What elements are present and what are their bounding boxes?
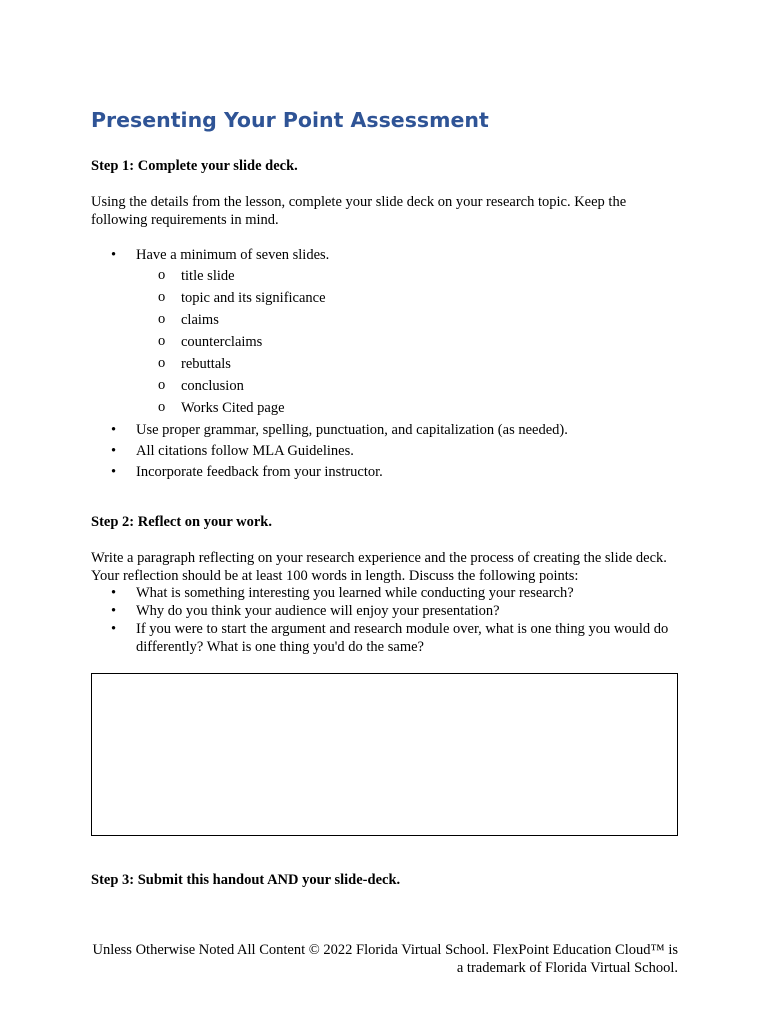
step1-requirements-list	[91, 246, 678, 484]
sublist-item: o topic and its significance	[91, 289, 678, 311]
sublist-item: o Works Cited page	[91, 399, 678, 421]
slides-sublist	[91, 267, 678, 421]
sublist-item: o counterclaims	[91, 333, 678, 355]
list-item: • If you were to start the argument and research module over, what is one thing you would do differently? What is one thing you'd do the same?	[91, 620, 678, 656]
step3-heading: Step 3: Submit this handout AND your slide-deck.	[91, 872, 401, 888]
list-item: • Why do you think your audience will enjoy your presentation?	[91, 602, 678, 620]
list-item: • All citations follow MLA Guidelines.	[91, 442, 678, 463]
sublist-item: o claims	[91, 311, 678, 333]
step1-intro: Using the details from the lesson, complete your slide deck on your research topic. Keep the following requirements in mind.	[91, 194, 627, 228]
reflection-response-box[interactable]	[91, 673, 678, 836]
step2-points-list	[91, 584, 678, 656]
page-title: Presenting Your Point Assessment	[91, 108, 489, 132]
step1-heading: Step 1: Complete your slide deck.	[91, 158, 298, 174]
step2-intro: Write a paragraph reflecting on your research experience and the process of creating the slide deck. Your reflection should be at least 100 words in length. Discuss the following points:	[91, 550, 667, 584]
list-item: • Incorporate feedback from your instructor.	[91, 463, 678, 484]
copyright-footer: Unless Otherwise Noted All Content © 2022 Florida Virtual School. FlexPoint Education Cloud™ is a trademark of Florida Virtual School.	[92, 942, 678, 976]
sublist-item: o rebuttals	[91, 355, 678, 377]
sublist-item: o title slide	[91, 267, 678, 289]
list-item-text: Have a minimum of seven slides.	[136, 247, 330, 263]
list-item	[91, 246, 678, 421]
list-item: • What is something interesting you learned while conducting your research?	[91, 584, 678, 602]
step2-heading: Step 2: Reflect on your work.	[91, 514, 272, 530]
list-item: • Use proper grammar, spelling, punctuation, and capitalization (as needed).	[91, 421, 678, 442]
sublist-item: o conclusion	[91, 377, 678, 399]
